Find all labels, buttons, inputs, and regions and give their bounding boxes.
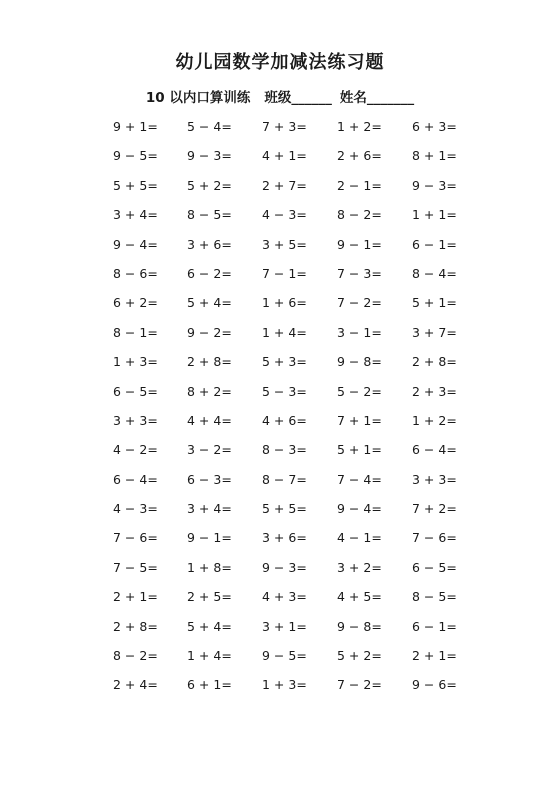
math-problem: 3 − 1= [337,324,382,340]
name-field: 姓名_______ [339,90,415,106]
problem-row [0,643,560,672]
problem-row [0,173,560,202]
math-problem: 7 + 2= [412,501,457,517]
math-problem: 4 + 1= [262,148,307,164]
math-problem: 3 + 7= [412,324,457,340]
math-problem: 9 − 4= [337,501,382,517]
math-problem: 8 + 2= [187,383,232,399]
math-problem: 9 − 3= [187,148,232,164]
math-problem: 5 + 2= [187,177,232,193]
math-problem: 8 + 1= [412,148,457,164]
math-problem: 8 − 2= [113,648,158,664]
math-problem: 9 − 3= [412,177,457,193]
problem-row [0,672,560,701]
worksheet-title: 幼儿园数学加减法练习题 [175,52,385,73]
math-problem: 2 + 1= [412,648,457,664]
math-problem: 3 + 4= [187,501,232,517]
math-problem: 1 + 8= [187,559,232,575]
problem-row [0,437,560,466]
math-problem: 6 + 3= [412,119,457,134]
math-problem: 3 + 6= [262,530,307,546]
math-problem: 8 − 2= [337,207,382,223]
problem-row [0,379,560,408]
problem-row [0,114,560,143]
math-problem: 8 − 7= [262,471,307,487]
math-problem: 6 − 2= [187,265,232,281]
math-problem: 6 + 1= [187,677,232,693]
math-problem: 9 − 5= [113,148,158,164]
math-problem: 3 + 3= [412,471,457,487]
problem-row [0,349,560,378]
problem-row [0,320,560,349]
math-problem: 7 − 5= [113,559,158,575]
math-problem: 6 − 1= [412,618,457,634]
math-problem: 7 − 6= [412,530,457,546]
math-problem: 6 − 1= [412,236,457,252]
math-problem: 3 + 1= [262,618,307,634]
math-problem: 5 + 1= [337,442,382,458]
worksheet-subtitle [0,86,560,106]
math-problem: 9 − 6= [412,677,457,693]
math-problem: 8 − 5= [412,589,457,605]
math-problem: 2 + 6= [337,148,382,164]
math-problem: 6 − 4= [113,471,158,487]
math-problem: 5 + 4= [187,618,232,634]
problem-row [0,232,560,261]
math-problem: 8 − 1= [113,324,158,340]
math-problem: 9 − 1= [337,236,382,252]
math-problem: 5 + 4= [187,295,232,311]
math-problem: 1 + 3= [262,677,307,693]
math-problem: 7 + 1= [337,412,382,428]
math-problem: 9 − 1= [187,530,232,546]
math-problem: 2 + 8= [412,354,457,370]
problem-row [0,467,560,496]
math-problem: 1 + 3= [113,354,158,370]
math-problem: 7 − 2= [337,295,382,311]
math-problem: 8 − 6= [113,265,158,281]
math-problem: 9 − 8= [337,354,382,370]
math-problem: 4 + 3= [262,589,307,605]
math-problem: 2 + 3= [412,383,457,399]
math-problem: 4 + 4= [187,412,232,428]
math-problem: 7 + 3= [262,119,307,134]
problem-row [0,261,560,290]
problem-row [0,584,560,613]
math-problem: 7 − 1= [262,265,307,281]
problem-row [0,614,560,643]
problem-row [0,496,560,525]
problem-grid [0,114,560,702]
math-problem: 6 − 5= [113,383,158,399]
math-problem: 7 − 4= [337,471,382,487]
math-problem: 9 − 8= [337,618,382,634]
problem-row [0,555,560,584]
math-problem: 9 + 1= [113,119,158,134]
math-problem: 9 − 4= [113,236,158,252]
math-problem: 4 − 1= [337,530,382,546]
math-problem: 8 − 3= [262,442,307,458]
math-problem: 2 + 7= [262,177,307,193]
math-problem: 5 + 1= [412,295,457,311]
math-problem: 5 + 2= [337,648,382,664]
problem-row [0,525,560,554]
math-problem: 5 − 3= [262,383,307,399]
math-problem: 3 + 3= [113,412,158,428]
math-problem: 7 − 3= [337,265,382,281]
math-problem: 1 + 6= [262,295,307,311]
math-problem: 2 + 8= [187,354,232,370]
math-problem: 4 + 6= [262,412,307,428]
math-problem: 4 − 3= [113,501,158,517]
math-problem: 1 + 4= [187,648,232,664]
math-problem: 2 + 5= [187,589,232,605]
math-problem: 1 + 2= [412,412,457,428]
math-problem: 8 − 5= [187,207,232,223]
subtitle-lead: 10 以内口算训练 [145,90,251,106]
math-problem: 1 + 1= [412,207,457,223]
math-problem: 6 + 2= [113,295,158,311]
math-problem: 1 + 2= [337,119,382,134]
math-problem: 7 − 2= [337,677,382,693]
math-problem: 9 − 3= [262,559,307,575]
math-problem: 5 + 5= [262,501,307,517]
math-problem: 9 − 5= [262,648,307,664]
math-problem: 3 − 2= [187,442,232,458]
math-problem: 3 + 4= [113,207,158,223]
problem-row [0,202,560,231]
math-problem: 5 − 2= [337,383,382,399]
math-problem: 5 + 5= [113,177,158,193]
math-problem: 7 − 6= [113,530,158,546]
math-problem: 4 − 2= [113,442,158,458]
problem-row [0,143,560,172]
problem-row [0,408,560,437]
math-problem: 6 − 5= [412,559,457,575]
math-problem: 2 − 1= [337,177,382,193]
math-problem: 2 + 4= [113,677,158,693]
math-problem: 9 − 2= [187,324,232,340]
math-problem: 6 − 4= [412,442,457,458]
math-problem: 6 − 3= [187,471,232,487]
math-problem: 4 − 3= [262,207,307,223]
class-field: 班级______ [264,90,332,106]
math-problem: 2 + 8= [113,618,158,634]
problem-row [0,290,560,319]
math-problem: 8 − 4= [412,265,457,281]
math-problem: 3 + 5= [262,236,307,252]
math-problem: 5 + 3= [262,354,307,370]
math-problem: 3 + 6= [187,236,232,252]
math-problem: 3 + 2= [337,559,382,575]
math-problem: 4 + 5= [337,589,382,605]
math-problem: 1 + 4= [262,324,307,340]
math-problem: 5 − 4= [187,119,232,134]
math-problem: 2 + 1= [113,589,158,605]
